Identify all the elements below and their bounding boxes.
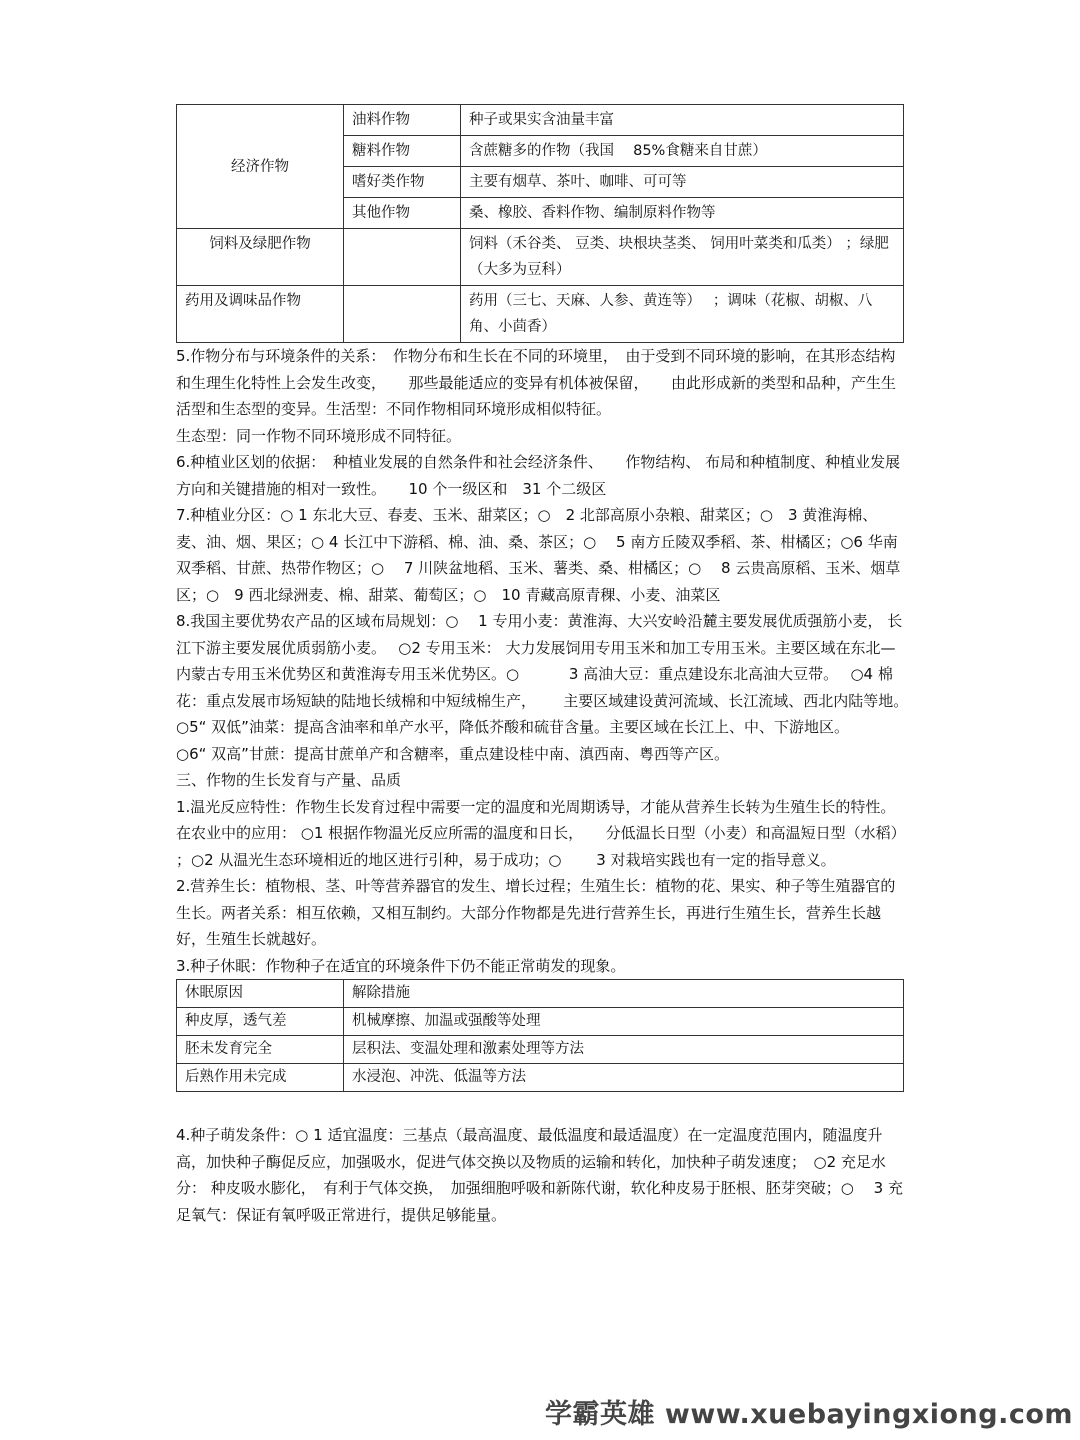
paragraph: 1.温光反应特性：作物生长发育过程中需要一定的温度和光周期诱导，才能从营养生长转为生殖生长的特性。 在农业中的应用： ○1 根据作物温光反应所需的温度和日长， 分低温长日型（小麦）和高温短日型（水稻） ；○2 从温光生态环境相近的地区进行引种，易于成功；○ 3 对栽培实践也有一定的指导意义。: [176, 797, 918, 869]
paragraph: 5.作物分布与环境条件的关系： 作物分布和生长在不同的环境里， 由于受到不同环境的影响，在其形态结构和生理生化特性上会发生改变， 那些最能适应的变异有机体被保留， 由此形成新的类型和品种，产生生活型和生态型的变异。生活型：不同作物相同环境形成相似特征。: [176, 347, 897, 418]
crop-type-cell: 嗜好类作物: [344, 167, 461, 198]
table-row: [177, 286, 904, 343]
crop-type-cell: 油料作物: [344, 105, 461, 136]
feed-desc-cell: 饲料（禾谷类、 豆类、块根块茎类、 饲用叶菜类和瓜类） ；绿肥（大多为豆科）: [461, 229, 904, 286]
crop-type-cell: 糖料作物: [344, 136, 461, 167]
paragraph: 8.我国主要优势农产品的区域布局规划：○ 1 专用小麦：黄淮海、大兴安岭沿麓主要发展优质强筋小麦， 长江下游主要发展优质弱筋小麦。 ○2 专用玉米： 大力发展饲用专用玉米和加工专用玉米。主要区域在东北—内蒙古专用玉米优势区和黄淮海专用玉米优势区。○ 3 高油大豆：重点建设东北高油大豆带。 ○4 棉花：重点发展市场短缺的陆地长绒棉和中短绒棉生产， 主要区域建设黄河流域、长江流域、西北内陆等地。 ○5“ 双低”油菜：提高含油率和单产水平，降低芥酸和硫苷含量。主要区域在长江上、中、下游地区。 ○6“ 双高”甘蔗：提高甘蔗单产和含糖率，重点建设桂中南、滇西南、粤西等产区。: [176, 612, 931, 763]
medicinal-desc-cell: 药用（三七、天麻、人参、黄连等） ；调味（花椒、胡椒、八角、小茴香）: [461, 286, 904, 343]
paragraph: 4.种子萌发条件：○ 1 适宜温度：三基点（最高温度、最低温度和最适温度）在一定温度范围内，随温度升高，加快种子酶促反应，加强吸水，促进气体交换以及物质的运输和转化，加快种子萌发速度； ○2 充足水分： 种皮吸水膨化， 有利于气体交换， 加强细胞呼吸和新陈代谢，软化种皮易于胚根、胚芽突破；○ 3 充足氧气：保证有氧呼吸正常进行，提供足够能量。: [176, 1126, 903, 1224]
measure-cell: 水浸泡、冲洗、低温等方法: [344, 1064, 904, 1092]
header-cause: 休眠原因: [177, 980, 344, 1008]
crop-desc-cell: 主要有烟草、茶叶、咖啡、可可等: [461, 167, 904, 198]
table-row: [177, 105, 904, 136]
crop-desc-cell: 桑、橡胶、香料作物、编制原料作物等: [461, 198, 904, 229]
economic-crops-cell: 经济作物: [177, 105, 344, 229]
crop-desc-cell: 含蔗糖多的作物（我国 85%食糖来自甘蔗）: [461, 136, 904, 167]
medicinal-crops-cell: 药用及调味品作物: [177, 286, 344, 343]
cause-cell: 种皮厚，透气差: [177, 1008, 344, 1036]
section-heading: 三、作物的生长发育与产量、品质: [176, 771, 402, 789]
table-row: [177, 229, 904, 286]
feed-crops-cell: 饲料及绿肥作物: [177, 229, 344, 286]
spacer: [176, 1092, 904, 1122]
table-row: [177, 1064, 904, 1092]
paragraph: 2.营养生长：植物根、茎、叶等营养器官的发生、增长过程；生殖生长：植物的花、果实、种子等生殖器官的生长。两者关系：相互依赖，又相互制约。大部分作物都是先进行营养生长，再进行生殖生长，营养生长越好，生殖生长就越好。: [176, 877, 896, 948]
footer-watermark: 学霸英雄 www.xuebayingxiong.com: [545, 1399, 1074, 1430]
crop-desc-cell: 种子或果实含油量丰富: [461, 105, 904, 136]
table-row: [177, 1008, 904, 1036]
paragraph: 生态型：同一作物不同环境形成不同特征。: [176, 426, 462, 445]
cause-cell: 胚未发育完全: [177, 1036, 344, 1064]
table-header-row: [177, 980, 904, 1008]
paragraph: 6.种植业区划的依据： 种植业发展的自然条件和社会经济条件、 作物结构、 布局和种植制度、种植业发展方向和关键措施的相对一致性。 10 个一级区和 31 个二级区: [176, 453, 901, 498]
crop-type-cell: 其他作物: [344, 198, 461, 229]
empty-cell: [344, 229, 461, 286]
paragraph: 7.种植业分区：○ 1 东北大豆、春麦、玉米、甜菜区；○ 2 北部高原小杂粮、甜菜区；○ 3 黄淮海棉、麦、油、烟、果区；○ 4 长江中下游稻、棉、油、桑、茶区；○ 5 南方丘陵双季稻、茶、柑橘区；○6 华南双季稻、甘蔗、热带作物区；○ 7 川陕盆地稻、玉米、薯类、桑、柑橘区；○ 8 云贵高原稻、玉米、烟草区；○ 9 西北绿洲麦、棉、甜菜、葡萄区；○ 10 青藏高原青稞、小麦、油菜区: [176, 506, 901, 604]
measure-cell: 层积法、变温处理和激素处理等方法: [344, 1036, 904, 1064]
crop-category-table: [176, 104, 904, 343]
empty-cell: [344, 286, 461, 343]
document-body: [176, 104, 931, 1228]
header-measure: 解除措施: [344, 980, 904, 1008]
measure-cell: 机械摩擦、加温或强酸等处理: [344, 1008, 904, 1036]
cause-cell: 后熟作用未完成: [177, 1064, 344, 1092]
table-row: [177, 1036, 904, 1064]
paragraph: 3.种子休眠：作物种子在适宜的环境条件下仍不能正常萌发的现象。: [176, 956, 626, 975]
seed-dormancy-table: [176, 979, 904, 1092]
